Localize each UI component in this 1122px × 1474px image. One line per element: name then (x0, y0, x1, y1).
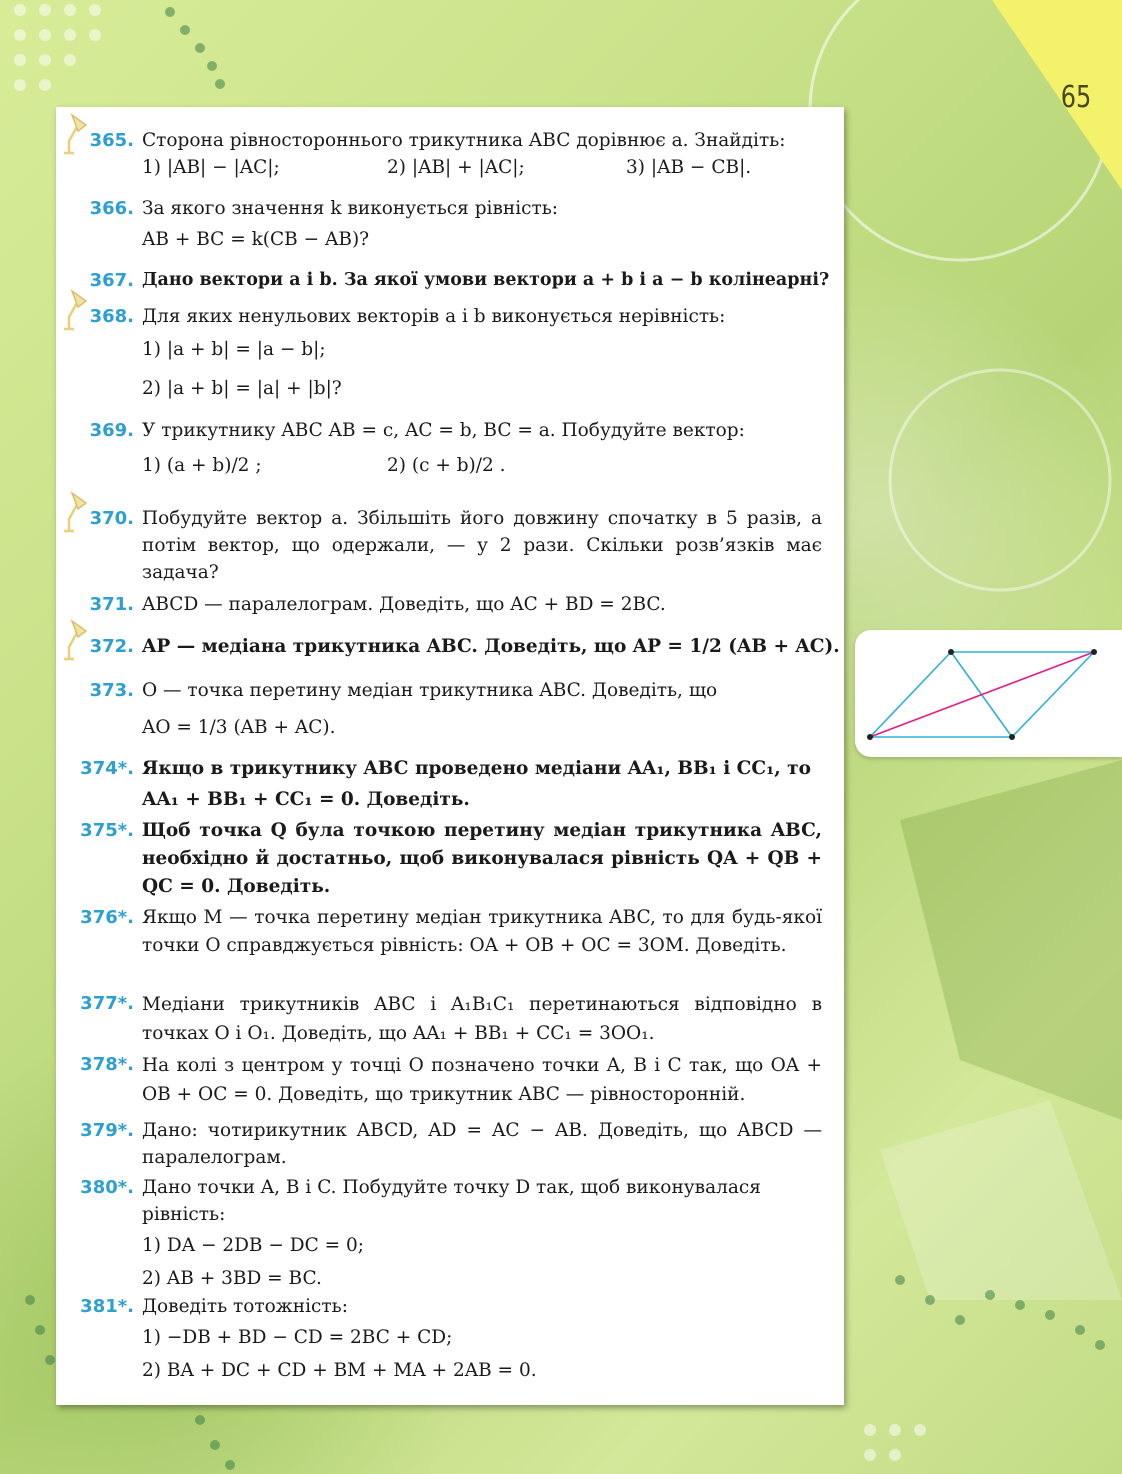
parallelogram-side (870, 652, 951, 737)
problem-number: 373. (89, 680, 134, 701)
problem-number: 376*. (80, 907, 134, 928)
answer-item-1: 1) |AB| − |AC|; (142, 157, 280, 178)
problem-text: Якщо в трикутнику ABC проведено медіани AA₁, BB₁ і CC₁, то AA₁ + BB₁ + CC₁ = 0. Доведіть. (142, 758, 811, 810)
vertex-point (867, 734, 873, 740)
problem-number: 370. (89, 508, 134, 529)
problem-text: Доведіть тотожність: 1) −DB + BD − CD = 2BC + CD; 2) BA + DC + CD + BM + MA + 2AB = 0. (142, 1296, 537, 1381)
problem-number: 371. (89, 594, 134, 615)
problem-number: 375*. (80, 820, 134, 841)
problem-number: 372. (89, 636, 134, 657)
problem-text: Для яких ненульових векторів a і b виконується нерівність: 1) |a + b| = |a − b|; 2) |a + b| = |a| + |b|? (142, 306, 726, 399)
problem-text: Щоб точка Q була точкою перетину медіан трикутника ABC, необхідно й достатньо, щоб виконувалася рівність QA + QB + QC = 0. Доведіть. (142, 820, 822, 897)
problem-number: 380*. (80, 1177, 134, 1198)
problem-text: Побудуйте вектор a. Збільшіть його довжину спочатку в 5 разів, а потім вектор, що одержали, — у 2 рази. Скільки розв’язків має задача? (142, 508, 822, 583)
answer-item-1: 1) (a + b)/2 ; (142, 455, 262, 476)
vertex-point (1091, 649, 1097, 655)
parallelogram-diagonal (870, 652, 1094, 737)
exercise-sheet (56, 107, 844, 1405)
page-number: 65 (1060, 80, 1092, 115)
problem-text: Якщо M — точка перетину медіан трикутника ABC, то для будь-якої точки O справджується рівність: OA + OB + OC = 3OM. Доведіть. (142, 907, 822, 956)
problem-number: 369. (89, 420, 134, 441)
problem-text: У трикутнику ABC AB = c, AC = b, BC = a. Побудуйте вектор: 1) (a + b)/2 ; 2) (c + b)/2 . (142, 417, 822, 492)
answer-item-3: 3) |AB − CB|. (626, 157, 752, 178)
problem-text: Дано точки A, B і C. Побудуйте точку D так, щоб виконувалася рівність: 1) DA − 2DB − DC = 0; 2) AB + 3BD = BC. (142, 1177, 761, 1289)
problem-text: На колі з центром у точці O позначено точки A, B і C так, що OA + OB + OC = 0. Доведіть, що трикутник ABC — рівносторонній. (142, 1055, 822, 1105)
problem-text: Дано: чотирикутник ABCD, AD = AC − AB. Доведіть, що ABCD — паралелограм. (142, 1120, 822, 1168)
problem-text: Сторона рівностороннього трикутника ABC дорівнює a. Знайдіть: 1) |AB| − |AC|; 2) |AB| + |AC|; 3) |AB − CB|. (142, 127, 822, 181)
problem-number: 377*. (80, 993, 134, 1014)
answer-item-2: 2) |AB| + |AC|; (387, 157, 525, 178)
problem-number: 365. (89, 130, 134, 151)
parallelogram-figure-card (855, 630, 1122, 757)
problem-number: 366. (89, 198, 134, 219)
vertex-point (1009, 734, 1015, 740)
problem-text: AP — медіана трикутника ABC. Доведіть, що AP = 1/2 (AB + AC). (142, 636, 840, 657)
problem-text: За якого значення k виконується рівність: AB + BC = k(CB − AB)? (142, 198, 559, 250)
problem-text: ABCD — паралелограм. Доведіть, що AC + BD = 2BC. (142, 594, 666, 615)
parallelogram-side (1012, 652, 1094, 737)
problem-number: 378*. (80, 1054, 134, 1075)
parallelogram-figure (855, 630, 1122, 757)
answer-item-2: 2) (c + b)/2 . (387, 455, 506, 476)
problem-number: 379*. (80, 1120, 134, 1141)
problem-number: 381*. (80, 1296, 134, 1317)
problem-text: O — точка перетину медіан трикутника ABC. Доведіть, що AO = 1/3 (AB + AC). (142, 680, 718, 738)
problem-text: Дано вектори a і b. За якої умови вектори a + b і a − b колінеарні? (142, 270, 830, 290)
problem-number: 367. (89, 270, 134, 291)
problem-text: Медіани трикутників ABC і A₁B₁C₁ перетинаються відповідно в точках O і O₁. Доведіть, що AA₁ + BB₁ + CC₁ = 3OO₁. (142, 994, 822, 1044)
problem-number: 374*. (80, 758, 134, 779)
problem-number: 368. (89, 306, 134, 327)
vertex-point (948, 649, 954, 655)
